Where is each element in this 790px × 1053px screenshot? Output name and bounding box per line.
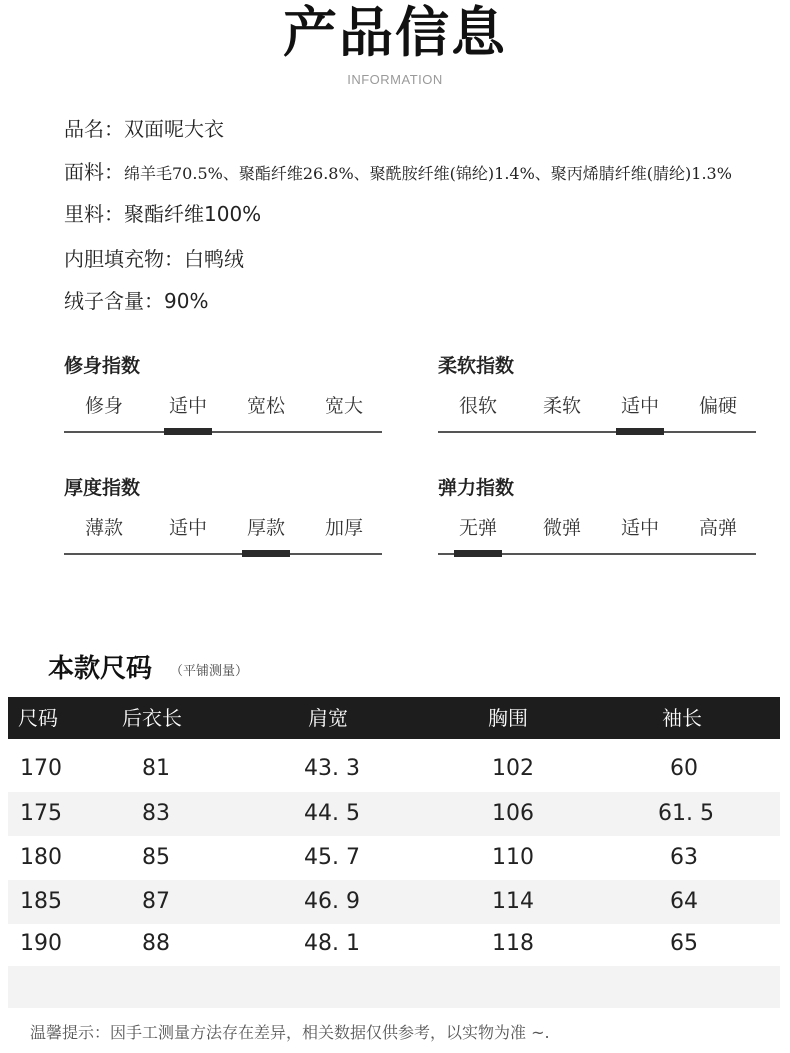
cell-size: 185 [20,889,62,914]
header-back-length: 后衣长 [122,706,182,730]
cell-size: 180 [20,845,62,870]
header-chest: 胸围 [488,706,528,730]
product-name: 品名：双面呢大衣 [64,117,224,141]
cell-shoulder: 44. 5 [304,801,360,826]
fit-index-title: 修身指数 [64,355,141,377]
elasticity-option: 适中 [620,517,659,539]
cell-sleeve: 65 [670,931,698,956]
cell-chest: 106 [492,801,534,826]
cell-sleeve: 60 [670,756,698,781]
table-row [8,880,780,924]
fit-scale-line [64,431,382,433]
table-row [8,792,780,836]
cell-chest: 110 [492,845,534,870]
fabric-label: 面料： [64,160,124,184]
cell-sleeve: 63 [670,845,698,870]
thickness-option: 适中 [168,517,207,539]
fit-option: 宽大 [324,395,363,417]
cell-shoulder: 43. 3 [304,756,360,781]
header-sleeve: 袖长 [662,706,702,730]
table-footer-band [8,966,780,1008]
cell-size: 190 [20,931,62,956]
softness-option: 偏硬 [698,395,737,417]
softness-selected-marker [616,428,664,435]
cell-sleeve: 64 [670,889,698,914]
cell-sleeve: 61. 5 [658,801,714,826]
thickness-option: 加厚 [324,517,363,539]
elasticity-index [438,473,758,573]
size-table-header [8,697,780,739]
softness-option: 适中 [620,395,659,417]
cell-shoulder: 45. 7 [304,845,360,870]
elasticity-option: 高弹 [698,517,737,539]
fabric-info [64,156,732,185]
thickness-scale-line [64,553,382,555]
softness-scale-line [438,431,756,433]
thickness-option: 厚款 [246,517,285,539]
cell-chest: 114 [492,889,534,914]
page-title: 产品信息 [283,1,507,64]
lining-info: 里料：聚酯纤维100% [64,202,262,226]
page-subtitle: INFORMATION [347,72,443,87]
fit-option: 适中 [168,395,207,417]
cell-back-length: 85 [142,845,170,870]
header-shoulder: 肩宽 [308,706,348,730]
cell-back-length: 87 [142,889,170,914]
cell-back-length: 88 [142,931,170,956]
thickness-index [64,473,384,573]
header-size: 尺码 [18,706,58,730]
measurement-tip: 温馨提示：因手工测量方法存在差异，相关数据仅供参考，以实物为准 ~. [30,1023,550,1042]
cell-back-length: 83 [142,801,170,826]
softness-index-title: 柔软指数 [438,355,515,377]
softness-index [438,351,758,451]
elasticity-option: 无弹 [458,517,497,539]
thickness-selected-marker [242,550,290,557]
cell-back-length: 81 [142,756,170,781]
fit-option: 宽松 [246,395,285,417]
cell-size: 170 [20,756,62,781]
table-row [8,922,780,966]
filling-info: 内胆填充物：白鸭绒 [64,247,244,271]
cell-shoulder: 48. 1 [304,931,360,956]
softness-option: 很软 [458,395,497,417]
cell-size: 175 [20,801,62,826]
thickness-index-title: 厚度指数 [64,477,141,499]
size-chart-note: （平铺测量） [170,664,249,679]
cell-chest: 102 [492,756,534,781]
table-row [8,747,780,791]
elasticity-option: 微弹 [542,517,581,539]
cell-shoulder: 46. 9 [304,889,360,914]
fit-selected-marker [164,428,212,435]
size-chart-title: 本款尺码 [48,654,153,684]
softness-option: 柔软 [542,395,581,417]
fabric-value: 绵羊毛70.5%、聚酯纤维26.8%、聚酰胺纤维(锦纶)1.4%、聚丙烯腈纤维(腈纶)1.3% [124,164,732,183]
thickness-option: 薄款 [84,517,123,539]
fit-option: 修身 [84,395,123,417]
cell-chest: 118 [492,931,534,956]
down-content-info: 绒子含量：90% [64,289,209,313]
fit-index [64,351,384,451]
elasticity-selected-marker [454,550,502,557]
elasticity-index-title: 弹力指数 [438,477,515,499]
table-row [8,836,780,880]
